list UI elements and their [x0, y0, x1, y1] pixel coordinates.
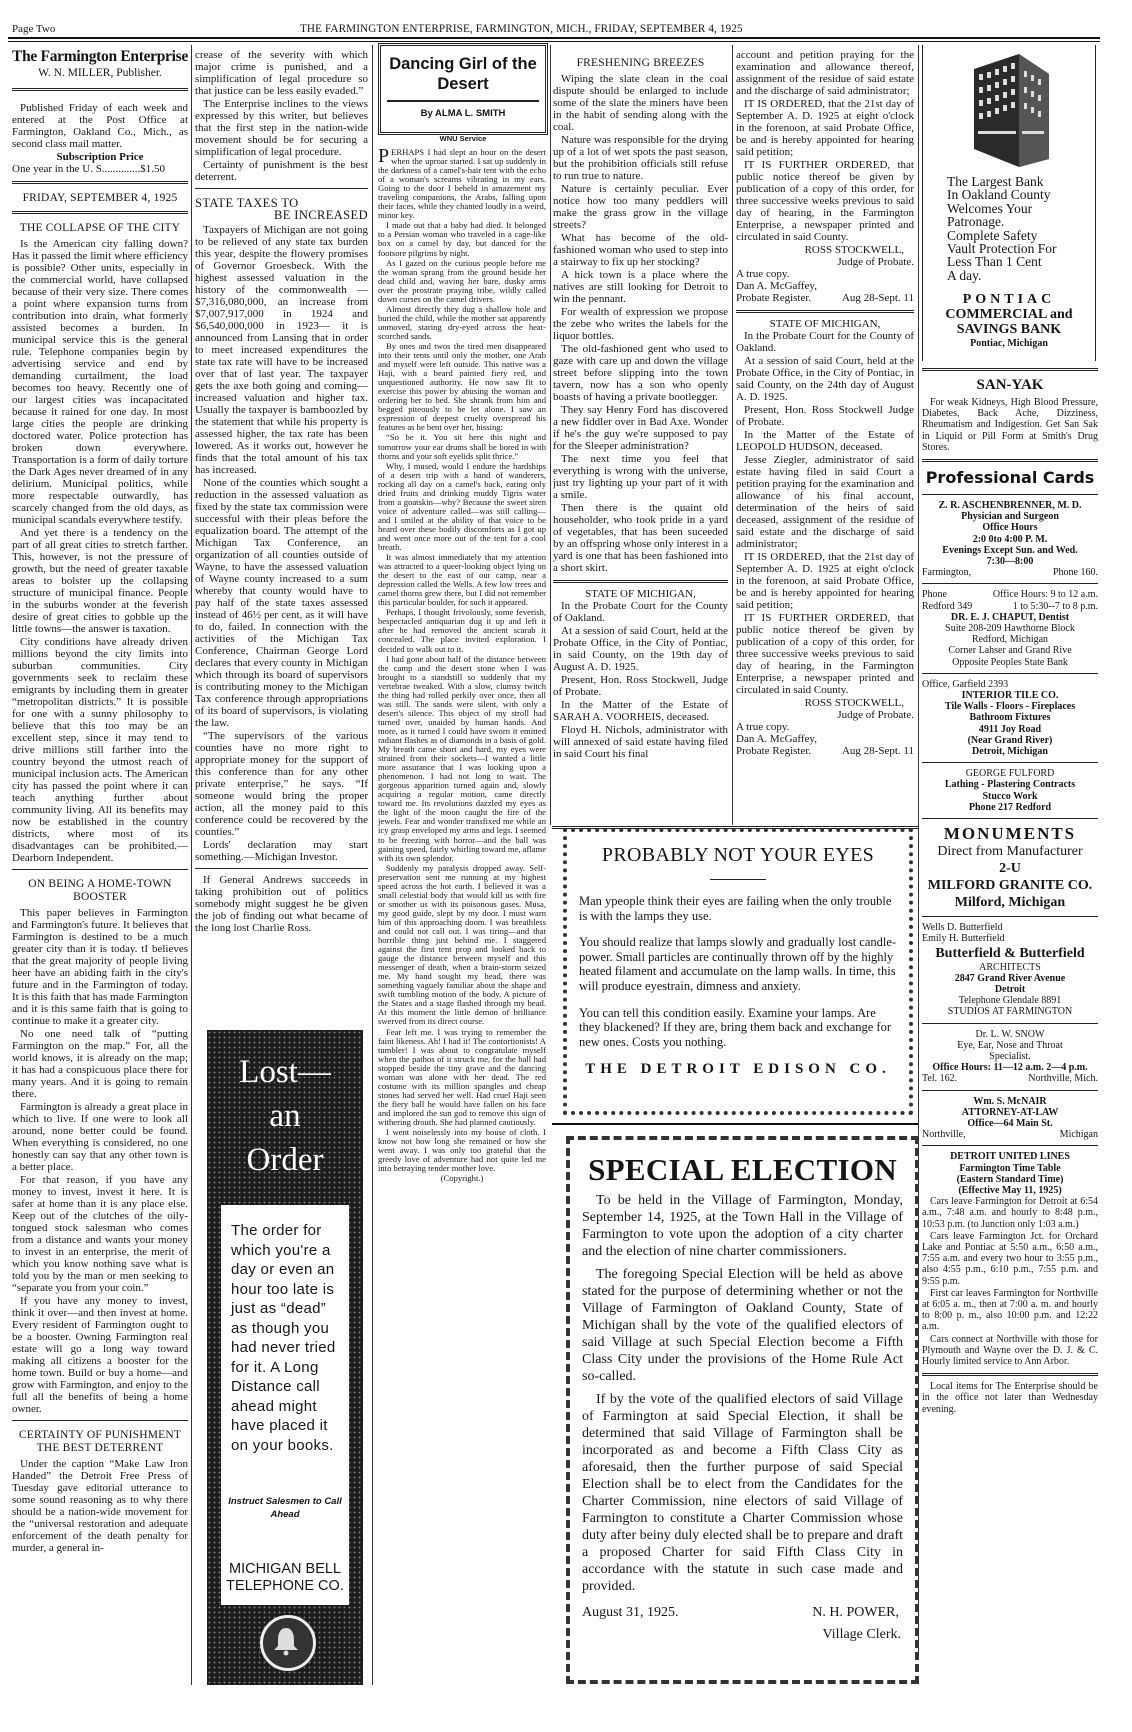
text-line: Detroit, Michigan	[972, 746, 1048, 758]
paragraph: IT IS FURTHER ORDERED, that public notice thereof be given by publication of a copy of this order, for three successive weeks previous to said day of hearing, in the Farmington Enterprise, a newspaper printed and circulated in said County.	[736, 159, 914, 243]
text-line: Corner Lahser and Grand Rive	[948, 645, 1072, 657]
ad-line: Vault Protection For	[947, 241, 1057, 257]
text-right: Northville, Mich.	[1028, 1073, 1098, 1085]
text-line	[922, 1073, 1098, 1084]
divider	[12, 211, 188, 214]
text-line: 2-U	[999, 861, 1021, 877]
paragraph: Present, Hon. Ross Stockwell, Judge of Probate.	[553, 674, 728, 698]
text-left: Phone	[922, 589, 947, 601]
ad-rule	[710, 879, 766, 880]
heading: SAN-YAK	[976, 377, 1044, 393]
detroit-edison-ad	[563, 828, 913, 1115]
paragraph: Under the caption “Make Law Iron Handed” the Detroit Free Press of Tuesday gave editorial utterance to some sound reasoning as to why there should be a nation-wide movement for the “universal restoration and adequate enforcement of the death penalty for murder, a general in-	[12, 1458, 188, 1554]
paragraph: In the Matter of the Estate of SARAH A. VOORHEIS, deceased.	[553, 699, 728, 723]
section-heading: STATE TAXES TO	[195, 196, 299, 210]
text-right: Michigan	[1059, 1129, 1098, 1141]
paragraph: The Enterprise inclines to the views expressed by this writer, but believes that the first step in the nation-wide movement should be for securing a simplification of legal procedure.	[195, 98, 368, 158]
ad-line: A day.	[947, 267, 982, 283]
text-line: Judge of Probate.	[837, 709, 914, 721]
special-election-notice	[566, 1136, 919, 1684]
paragraph: Almost directly they dug a shallow hole and buried the child, while the mother sat apparently unmoved, staring dry-eyed across the heat-scorched sands.	[378, 303, 546, 341]
text-line: ARCHITECTS	[979, 961, 1041, 973]
paragraph: I went noiselessly into my house of cloth. I know not how long she remained or how she went away. I was only too grateful that the greedy love of adventure had not quite led me into betraying tender mother love.	[378, 1127, 546, 1174]
ad-line: Welcomes Your	[947, 200, 1033, 216]
text-line: STATE OF MICHIGAN,	[585, 588, 696, 600]
divider	[922, 818, 1098, 819]
story-byline: By ALMA L. SMITH	[387, 100, 539, 119]
notice-signer: N. H. POWER,	[812, 1605, 899, 1620]
text-line: A true copy.	[736, 268, 790, 280]
divider	[922, 1023, 1098, 1024]
paragraph: Farmington is already a great place in which to live. If one were to look all around, none better could be found. When everything is considered, no one honestly can say that any other town is a better place.	[12, 1101, 188, 1173]
notice-footer	[582, 1605, 899, 1621]
paragraph: The old-fashioned gent who used to gaze with care up and down the village street before slipping into the town tavern, now has a son who openly boasts of having a private bootlegger.	[553, 343, 728, 403]
text-line: Detroit	[994, 983, 1026, 995]
divider	[195, 868, 368, 869]
text-line: Emily H. Butterfield	[922, 933, 1005, 945]
text-line: 4911 Joy Road	[978, 723, 1042, 735]
newspaper-dateline: THE FARMINGTON ENTERPRISE, FARMINGTON, MICH., FRIDAY, SEPTEMBER 4, 1925	[300, 23, 743, 35]
text-line: Office—64 Main St.	[967, 1117, 1053, 1129]
divider	[922, 583, 1098, 584]
paragraph: Cars leave Farmington Jct. for Orchard Lake and Pontiac at 5:50 a.m., 6:50 a.m., 7:55 a.m. and every two hour to 3:55 p.m., also 4:55 p.m., 6:10 p.m., 7:55 p.m. and 9:55 p.m.	[922, 1230, 1098, 1287]
notice-date: August 31, 1925.	[582, 1605, 679, 1620]
text-right: Aug 28-Sept. 11	[841, 745, 914, 757]
paragraph: I had gone about half of the distance between the camp and the desert stone when I was brought to a standstill so suddenly that my vertebrae tweaked. With a slow, clumsy twitch the thing had rolled perkily over once, then all was still. The sands were silent, with only a desert's silence. This object of my stroll had turned over, unaided by human hands. And more, as it turned I could have sworn it emitted radiant flashes as of diamonds in a basis of gold. My breath came short and hard, my eyes were strained from their sockets—I wanted a little more assurance that I was looking upon a phenomenon. I had not long to wait. The gorgeous apparition turned again and, slowly acquiring a regular motion, came directly toward me. Its revolutions dazzled my eyes as the light of the moon caught the fire of the jewels. Fear and wonder transfixed me while an icy grasp enveloped my arms and legs. I seemed to be freezing with horror—and the ball was gaining speed, fairly whirling toward me, aflame with its own splendor.	[378, 653, 546, 863]
notice-paragraph: The foregoing Special Election will be held as above stated for the purpose of determining whether or not the Village of Farmington of Oakland County, State of Michigan shall by the vote of the qualified electors of said Village at such Special Election become a Fifth Class City under the provisions of the Home Rule Act so-called.	[582, 1267, 903, 1384]
ad-paragraph: You should realize that lamps slowly and gradually lost candle-power. Small particles are continually thrown off by the highly heated filament and accumulate on the lamp walls. In time, this will produce eyestrain, dimness and anxiety.	[579, 935, 897, 993]
paragraph: I made out that a baby had died. It belonged to a Persian woman who traveled in a cage-like box on a camel by day, but danced for the footsore pilgrims by night.	[378, 220, 546, 258]
paragraph: In the Probate Court for the County of Oakland.	[553, 600, 728, 624]
paragraph: A hick town is a place where the natives are still looking for Detroit to win the pennant.	[553, 269, 728, 305]
header-rule	[8, 37, 1100, 39]
page-label: Page Two	[12, 23, 56, 35]
divider	[195, 188, 368, 189]
column-divider	[191, 45, 192, 1685]
paragraph: One year in the U. S..............$1.50	[12, 163, 166, 175]
story-service-credit: WNU Service	[439, 134, 487, 143]
text-line: 2:0 0to 4:00 P. M.	[972, 533, 1048, 545]
paragraph: Nature was responsible for the drying up of a lot of wet spots the past season, but the prohibition officials still refuse to run true to nature.	[553, 134, 728, 182]
ad-paragraph: Man ypeople think their eyes are failing when the only trouble is with the lamps they use.	[579, 894, 892, 923]
paragraph: No one need talk of “putting Farmington on the map.” For, all the world knows, it is already on the map; it has had a conspicuous place there for many years. And it is going to remain there.	[12, 1028, 188, 1100]
ad-paragraph: You can tell this condition easily. Examine your lamps. Are they blackened? If they are, bring them back and exchange for new ones. Costs you nothing.	[579, 1005, 892, 1049]
text-left: Northville,	[922, 1129, 966, 1141]
section-heading: Professional Cards	[925, 468, 1095, 488]
section-heading: CERTAINTY OF PUNISHMENT THE BEST DETERRENT	[18, 1429, 182, 1454]
section-heading: FRIDAY, SEPTEMBER 4, 1925	[22, 192, 178, 204]
text-line: 2847 Grand River Avenue	[954, 972, 1066, 984]
text-line: STATE OF MICHIGAN,	[769, 318, 881, 330]
notice-title: SPECIAL ELECTION	[588, 1152, 897, 1187]
text-line	[922, 1129, 1098, 1140]
paragraph: What has become of the old-fashioned woman who used to step into a stairway to fix up her stocking?	[553, 232, 728, 268]
bank-name-line: SAVINGS BANK	[956, 322, 1062, 338]
text-line: Wells D. Butterfield	[922, 922, 1003, 934]
heading: MONUMENTS	[943, 824, 1077, 844]
text-line: INTERIOR TILE CO.	[961, 690, 1059, 702]
text-line: GEORGE FULFORD	[965, 768, 1055, 780]
divider	[922, 494, 1098, 495]
signature: ROSS STOCKWELL,	[804, 697, 904, 709]
ad-line: Patronage.	[947, 214, 1005, 230]
text-line: Office, Garfield 2393	[922, 678, 1009, 690]
text-right: Office Hours: 9 to 12 a.m.	[992, 589, 1098, 601]
notice-signer-title: Village Clerk.	[822, 1627, 901, 1642]
paragraph: Is the American city falling down? Has it passed the limit where efficiency is possible? Other units, especially in the commercial world, have collapsed because of their very size. There comes a point where expansion turns from contribution into drain, what formerly assisted becomes a burden. In municipal service this is the general rule. Telephone companies begin by advertising service and end by demanding curtailment, the load becomes too heavy. Recently one of our largest cities was incapacitated because it rained for one day. In most large cities the people are drinking doctored water. Police protection has broken down everywhere. Transportation is a form of daily torture the Dark Ages never dreamed of in any delirium. Municipal politics, while more respectable outwardly, has scarcely changed from the old days, as municipal scandals everywhere testify.	[12, 238, 188, 526]
text-line: DR. E. J. CHAPUT, Dentist	[950, 611, 1070, 623]
bell-logo-icon	[260, 1615, 316, 1671]
section-rule	[552, 1123, 918, 1125]
paragraph: Published Friday of each week and entered at the Post Office at Farmington, Oakland Co., Mich., as second class mail matter.	[12, 102, 188, 150]
text-line: Z. R. ASCHENBRENNER, M. D.	[938, 500, 1082, 512]
text-line: Office Hours	[982, 522, 1038, 534]
paragraph: Present, Hon. Ross Stockwell Judge of Probate.	[736, 404, 914, 428]
paragraph: Fear left me. I was trying to remember the faint likeness. Ah! I had it! The contortionists! A tumbler! I was about to congratulate myself when the pathos of it struck me, for the ball had stopped beside the tiny grave and the dancing woman was alone with her dead. The red costume with its million spangles and cheap stones had served her well. Had cruel Haji seen the fiery ball he would have fallen on his face and implored the sun god to remove this sign of withering drouth. She had planned cautiously.	[378, 1026, 546, 1127]
notice-paragraph: If by the vote of the qualified electors of said Village of Farmington at said Special Election, it shall be determined that said Village of Farmington shall be incorporated as and become a Fifth Class City as aforesaid, then the further purpose of said Special Election shall be to elect from the Candidates for the Charter Commission, nine electors of said Village of Farmington to constitute a Charter Commission whose duty after beiny duly elected shall be to prepare and draft a proposed Charter for said Fifth Class City in accordance with the statute in such case made and provided.	[582, 1392, 903, 1594]
text-right: Phone 160.	[1053, 567, 1098, 579]
text-line: (Copyright.)	[440, 1173, 484, 1184]
pontiac-bank-ad	[922, 45, 1096, 361]
text-line: Office Hours: 11—12 a.m. 2—4 p.m.	[932, 1062, 1088, 1074]
divider	[922, 1090, 1098, 1091]
paragraph: If you have any money to invest, think it over—and then invest at home. Every resident of Farmington ought to be a booster. Owning Farmington real estate will go a long way toward making all citizens a booster for the home town. Build or buy a home—and grow with Farmington, and enjoy to the full all the benefits of being a home owner.	[12, 1295, 188, 1415]
text-line: 7:30—8:00	[986, 556, 1034, 568]
divider	[553, 580, 728, 583]
text-line: (Effective May 11, 1925)	[958, 1184, 1062, 1196]
column-6	[922, 362, 1098, 1662]
paragraph: Local items for The Enterprise should be in the office not later than Wednesday evening.	[922, 1381, 1098, 1415]
paragraph: Certainty of punishment is the best deterrent.	[195, 159, 368, 183]
text-line: ATTORNEY-AT-LAW	[961, 1106, 1059, 1118]
bank-name-line: COMMERCIAL and	[945, 307, 1073, 323]
ad-body: The order for which you're a day or even an hour too late is just as “dead” as though you had never tried for it. A Long Distance call ahead might have placed it on your books.	[231, 1222, 336, 1454]
paragraph: Jesse Ziegler, administrator of said estate having filed in said Court a petition praying for the examination and allowance of his final account, determination of the heirs of said deceased, assignment of the residue of said estate and the discharge of said administrator;	[736, 454, 914, 550]
ad-headline	[207, 1050, 363, 1182]
notice-paragraph: To be held in the Village of Farmington, Monday, September 14, 1925, at the Town Hall in the Village of Farmington to vote upon the adoption of a city charter and the election of nine charter commissioners.	[582, 1193, 903, 1259]
paragraph: None of the counties which sought a reduction in the assessed valuation as fixed by the state tax commission were successful with their pleas before the equalization board. The attempt of the Michigan Tax Conference, an organization of all counties outside of Wayne, to have the assessed valuation of Wayne county increased to a sum whereby that county would have to pay half of the state taxes assessed instead of 46½ per cent, as it will have to do, failed. In connection with the activities of the Michigan Tax Conference, Chairman George Lord declares that every county in Michigan which through its board of supervisors is contributing money to the Michigan Tax conference through appropriations of its board of supervisors, is violating the law.	[195, 477, 368, 729]
paragraph: IT IS ORDERED, that the 21st day of September A. D. 1925 at eight o'clock in the forenoon, at said Probate Office, be and is hereby appointed for hearing said petition;	[736, 98, 914, 158]
ad-headline-line: Lost—	[239, 1054, 331, 1090]
bank-ad-copy	[947, 175, 1095, 282]
paragraph: “So be it. You sit here this night and tomorrow your ear drums shall be bored in with thorns and your soft eyelids split thrice.”	[378, 432, 546, 461]
ad-company: THE DETROIT EDISON CO.	[585, 1061, 891, 1078]
michigan-bell-ad	[207, 1030, 363, 1685]
paragraph: Then there is the quaint old householder, who took pride in a yard of vegetables, that has been suceeded by an offspring whose only interest in a yard is one that has been fashioned into a short skirt.	[553, 502, 728, 574]
column-divider	[372, 45, 373, 1685]
section-heading: THE COLLAPSE OF THE CITY	[19, 222, 181, 234]
paragraph: Why, I mused, would I endure the hardships of a desert trip with a band of wanderers, rocking all day on a camel's back, eating only dried fruits and drinking muddy Tigris water from a goatskin—why? Because the sweet siren voice of adventure called—was still calling—and I smiled at the ability of that voice to be heard over these bodily discomforts as I got up and went once more out of the tent for a cool breath.	[378, 460, 546, 553]
text-line	[736, 745, 914, 757]
bank-building-icon	[964, 49, 1054, 169]
header-rule	[8, 41, 1100, 42]
paragraph: “The supervisors of the various counties have no more right to appropriate money for the support of this conference than for any other private enterprise,” he says. “If someone would bring the proper action, all the money paid to this conference could be recovered by the counties.”	[195, 730, 368, 838]
text-line: Butterfield & Butterfield	[935, 945, 1085, 961]
paragraph: crease of the severity with which major crime is punished, and a simplification of legal procedure so that justice can be less easily evaded.”	[195, 49, 368, 97]
divider	[12, 1420, 188, 1421]
paragraph: By ones and twos the tired men disappeared into their tents until only the mother, one Arab and myself were left outside. This native was a Haji, with a beard painted fiery red, and unquestioned authority. He now saw fit to exercise this power by abusing the woman and ordering her to bed. She shrank from him and begged piteously to be let alone. I saw an expression of deepest cruelty overspread his features as he bent over her, hissing:	[378, 340, 546, 433]
paragraph: Suddenly my paralysis dropped away. Self-preservation sent me running at my highest speed across the hot earth. I believed it was a small celestial body that would kill us with fire or smother us with its poisonous gases. Musa, my good guide, slept by my door. I must warn him of this approaching doom. I was breathless and could not call out. I was tiring—and that horrible thing just behind me. I staggered against the first tent prop and looked back to gauge the distance between myself and this messenger of death, when a brain-storm seized me. My hand sought my head, there was something vaguely familiar about the shape and swift tumbling motion of the body. A picture of the States and a stage flashed through my head. At this moment the little demon of brilliance swerved from its direct course.	[378, 862, 546, 1027]
column-4	[553, 49, 728, 824]
text-line: STUDIOS AT FARMINGTON	[947, 1006, 1073, 1018]
ad-line: The Largest Bank	[947, 174, 1044, 189]
text-line: Tile Walls - Floors - Fireplaces	[944, 701, 1076, 713]
text-left: Redford 349	[922, 600, 973, 612]
ad-headline-line: an	[269, 1098, 301, 1134]
paragraph: The next time you feel that everything is wrong with the universe, just try lighting up your part of it with a smile.	[553, 453, 728, 501]
divider	[922, 673, 1098, 674]
story-title: Dancing Girl of the Desert	[389, 55, 537, 93]
text-line: Opposite Peoples State Bank	[952, 656, 1068, 668]
text-line: Wm. S. McNAIR	[973, 1095, 1047, 1107]
column-2	[195, 49, 368, 1024]
ad-line: In Oakland County	[947, 187, 1051, 203]
divider	[922, 1373, 1098, 1376]
masthead-rule	[12, 88, 188, 91]
paragraph: Cars connect at Northville with those for Plymouth and Wayne over the D. J. & C. Hourly limited service to Ann Arbor.	[922, 1333, 1098, 1367]
paragraph: At a session of said Court, held at the Probate Office, in the City of Pontiac, in said County, on the 19th day of August A. D. 1925.	[553, 625, 728, 673]
text-line: A true copy.	[736, 721, 790, 733]
paragraph: IT IS FURTHER ORDERED, that public notice thereof be given by publication of a copy of this order, for three successive weeks previous to said day of hearing, in the Farmington Enterprise, a newspaper printed and circulated in said County.	[736, 612, 914, 696]
story-title-box	[378, 43, 548, 135]
text-line	[736, 292, 914, 304]
column-5	[736, 49, 914, 824]
divider	[922, 1145, 1098, 1146]
divider	[922, 916, 1098, 917]
bank-name-line: PONTIAC	[962, 292, 1056, 308]
ad-company: MICHIGAN BELL TELEPHONE CO.	[226, 1561, 344, 1594]
paragraph: City conditions have already driven millions beyond the city limits into suburban communities. City governments seek to reclaim these emigrants by including them in greater “metropolitan districts.” It is possible for one with a sunny philosophy to believe that this too may be an excellent step, since it may tend to drive millions still farther into the country beyond the utmost reach of municipal inclusion acts. The American city has passed the point where it can teach anything further about community living. All its benefits may now be established in the country districts, where most of its disadvantages can be prohibited.—Dearborn Independent.	[12, 636, 188, 864]
text-line: Redford, Michigan	[971, 634, 1049, 646]
story-body	[378, 148, 546, 1688]
bank-location: Pontiac, Michigan	[970, 338, 1048, 350]
text-line: Evenings Except Sun. and Wed.	[942, 544, 1078, 556]
text-line: Telephone Glendale 8891	[958, 995, 1062, 1007]
text-line: Lathing - Plastering Contracts	[944, 779, 1076, 791]
paragraph: In the Probate Court for the County of Oakland.	[736, 330, 914, 354]
text-line: Dr. L. W. SNOW	[975, 1028, 1045, 1040]
text-line: Stucco Work	[982, 790, 1038, 802]
text-line: Suite 208-209 Hawthorne Block	[945, 623, 1075, 635]
bank-name	[923, 292, 1095, 351]
paragraph: For weak Kidneys, High Blood Pressure, Diabetes, Back Ache, Dizziness, Rheumatism and Indigestion. Get San Sak in Liquid or Pill Form at Smith's Drug Stores.	[922, 397, 1098, 453]
divider	[922, 762, 1098, 763]
ad-instruction: Instruct Salesmen to Call Ahead	[228, 1496, 342, 1520]
divider	[12, 181, 188, 184]
paragraph: If General Andrews succeeds in taking prohibition out of politics somebody might suggest he be given the job of finding out what became of the long lost Charlie Ross.	[195, 874, 368, 934]
text-line: Dan A. McGaffey,	[736, 280, 817, 292]
paragraph: This paper believes in Farmington and Farmington's future. It believes that Farmington is destined to be a much greater city than it is today. tI believes that the great majority of people living heer have an abiding faith in the city's future and in the Farmington of today. It is this faith that has made Farmington and it is this same faith that is going to continue to make it a greater city.	[12, 907, 188, 1027]
ad-headline-line: Order	[246, 1142, 324, 1178]
text-line: MILFORD GRANITE CO.	[927, 878, 1093, 894]
text-right: 1 to 5:30--7 to 8 p.m.	[1012, 600, 1098, 612]
paragraph: Wiping the slate clean in the coal dispute should be enlarged to include some of the slate the miners have been in the habit of sending along with the coal.	[553, 73, 728, 133]
text-line: Milford, Michigan	[954, 895, 1066, 911]
paragraph: Taxpayers of Michigan are not going to be relieved of any state tax burden this year, despite the flowery promises of Governor Groesbeck. With the highest assessed valuation in the history of the commonwealth — $7,316,080,000, an increase from $7,007,917,000 in 1924 and $6,540,000,000 in 1923— it is announced from Lansing that in order to meet increased expenditures the state tax rate will have to be increased over that of last year. The taxpayer gets the axe both going and coming—increased valuation and higher tax. Usually the taxpayer is bamboozled by the statement that while his property is assessed higher, the tax rate has been lowered. As it works out, however he finds that the total amount of his tax has increased.	[195, 224, 368, 476]
text-line	[922, 601, 1098, 612]
section-heading: BE INCREASED	[273, 208, 368, 222]
text-right: Aug 28-Sept. 11	[841, 292, 914, 304]
text-line: Bathroom Fixtures	[969, 712, 1051, 724]
paragraph: account and petition praying for the examination and allowance thereof, assignment of the residue of said estate and the discharge of said administrator;	[736, 49, 914, 97]
column-1	[12, 102, 188, 1692]
paragraph: First car leaves Farmington for Northville at 6:05 a. m., then at 7:00 a. m. and hourly to 8:00 p. m., also 10:00 p.m. and 12:22 a.m.	[922, 1287, 1098, 1333]
divider	[922, 459, 1098, 462]
text-line: Farmington Time Table	[959, 1162, 1061, 1174]
column-divider	[550, 45, 551, 825]
text-left: Probate Register.	[736, 292, 812, 304]
signature: ROSS STOCKWELL,	[804, 244, 904, 256]
paragraph: They say Henry Ford has discovered a new fiddler over in Bad Axe. Wonder if he's the guy we're supposed to pay for the Sleeper administration?	[553, 404, 728, 452]
paragraph: Floyd H. Nichols, administrator with will annexed of said estate having filed in said Court his final	[553, 724, 728, 760]
masthead-publisher: W. N. MILLER, Publisher.	[38, 67, 162, 79]
section-heading: FRESHENING BREEZES	[576, 57, 705, 69]
paragraph: For wealth of expression we propose the zebe who writes the labels for the liquor bottles.	[553, 306, 728, 342]
ad-panel	[221, 1205, 349, 1605]
ad-title: PROBABLY NOT YOUR EYES	[601, 844, 875, 866]
text-line: (Near Grand River)	[967, 734, 1053, 746]
text-line: Direct from Manufacturer	[937, 844, 1083, 860]
divider	[736, 310, 914, 313]
divider	[922, 368, 1098, 371]
paragraph: Lords' declaration may start something.—Michigan Investor.	[195, 839, 368, 863]
text-line: (Eastern Standard Time)	[956, 1173, 1064, 1185]
text-line: Subscription Price	[56, 151, 144, 163]
text-line: Specialist.	[989, 1050, 1031, 1062]
text-line: Judge of Probate.	[837, 256, 914, 268]
text-line	[922, 589, 1098, 600]
paragraph: In the Matter of the Estate of LEOPOLD HUDSON, deceased.	[736, 429, 914, 453]
text-line: DETROIT UNITED LINES	[950, 1151, 1070, 1163]
masthead	[12, 48, 188, 91]
text-line: Physician and Surgeon	[961, 511, 1059, 523]
divider	[12, 869, 188, 870]
section-heading: ON BEING A HOME-TOWN BOOSTER	[28, 878, 172, 903]
paragraph: And yet there is a tendency on the part of all great cities to stretch farther. This, however, is not the pressure of growth, but the need of greater taxable areas to bolster up the collapsing structure of municipal finance. People in the suburbs wonder at the feverish desire of great cities to gobble up the little towns—the answer is taxation.	[12, 527, 188, 635]
text-line: Dan A. McGaffey,	[736, 733, 817, 745]
ad-line: Complete Safety	[947, 227, 1038, 243]
paragraph: Nature is certainly peculiar. Ever notice how too many peddlers will make the grass grow in the village streets?	[553, 183, 728, 231]
paragraph: IT IS ORDERED, that the 21st day of September A. D. 1925 at eight o'clock in the forenoon, at said Probate Office, be and is hereby appointed for hearing said petition;	[736, 551, 914, 611]
text-line	[922, 567, 1098, 578]
column-divider	[732, 45, 733, 825]
paragraph: As I gazed on the curious people before me the woman sprang from the ground beside her dead child and, waving her bare, dusky arms over the prostrate praying tribe, wildly called down curses on the camel drivers.	[378, 257, 546, 304]
paragraph: For that reason, if you have any money to invest, invest it here. It is safer at home than it is any place else. Keep out of the clutches of the oily-tongued stock salesman who comes from a distance and wants your money to invest in an enterprise, the merit of which you know nothing save what is told you by the man or men seeking to “separate you from your coin.”	[12, 1174, 188, 1294]
paragraph: It was almost immediately that my attention was attracted to a queer-looking object lying on the desert to the east of our camp, near a depression called the Wells. A few low trees and camel thorns grew there, but I did not remember this particular boulder, for such it appeared.	[378, 552, 546, 608]
text-left: Tel. 162.	[922, 1073, 958, 1085]
text-left: Farmington,	[922, 567, 972, 579]
text-line: Phone 217 Redford	[968, 801, 1052, 813]
paragraph: Perhaps, I thought frivolously, some feverish, bespectacled antiquarian dug it up and left it after he had removed the ancient scarab it concealed. The place invited exploration. I decided to walk out to it.	[378, 607, 546, 654]
paragraph: PERHAPS I had slept an hour on the desert when the uproar started. I sat up suddenly in the darkness of a camel's-hair tent with the echo of a woman's screams vibrating in my ears. Going to the door I beheld in amazement my traveling companions, the Arabs, falling upon their faces, while they chanted loudly in a weird, minor key.	[378, 148, 546, 221]
text-left: Probate Register.	[736, 745, 812, 757]
paragraph: Cars leave Farmington for Detroit at 6:54 a.m., 7:48 a.m. and hourly to 8:48 p.m., 10:53 p.m. (to Junction only 1:03 a.m.)	[922, 1196, 1098, 1230]
paragraph: At a session of said Court, held at the Probate Office, in the City of Pontiac, in said County, on the 24th day of August A. D. 1925.	[736, 355, 914, 403]
text-line: Eye, Ear, Nose and Throat	[957, 1039, 1063, 1051]
masthead-title: The Farmington Enterprise	[12, 48, 188, 65]
ad-line: Less Than 1 Cent	[947, 254, 1042, 270]
